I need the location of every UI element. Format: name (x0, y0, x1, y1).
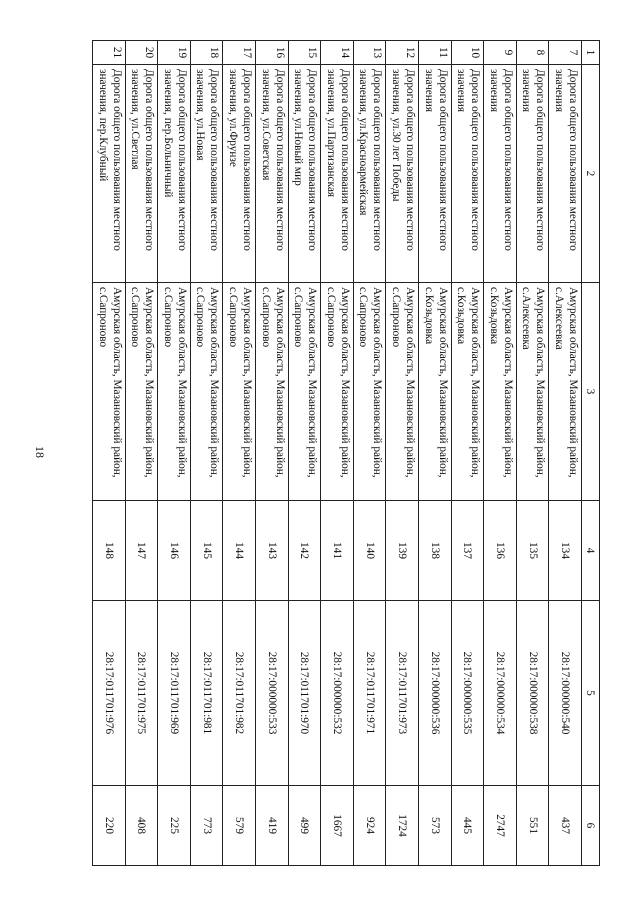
cadastral-number-cell: 28:17:000000:534 (484, 601, 517, 786)
registry-number-cell: 139 (386, 501, 419, 601)
table-row (223, 41, 256, 866)
row-number-cell: 9 (484, 41, 517, 65)
cadastral-number-cell: 28:17:011701:971 (353, 601, 386, 786)
row-number-cell: 7 (549, 41, 582, 65)
object-name-cell: Дорога общего пользования местного значения, ул.Новый мир (288, 65, 321, 283)
cadastral-number-cell: 28:17:000000:540 (549, 601, 582, 786)
header-col-4: 4 (582, 501, 600, 601)
registry-number-cell: 136 (484, 501, 517, 601)
cadastral-number-cell: 28:17:011701:975 (125, 601, 158, 786)
address-cell: Амурская область, Мазановский район, с.Сапроново (386, 283, 419, 501)
table-row (256, 41, 289, 866)
row-number-cell: 20 (125, 41, 158, 65)
cadastral-number-cell: 28:17:011701:973 (386, 601, 419, 786)
header-col-1: 1 (582, 41, 600, 65)
row-number-cell: 8 (516, 41, 549, 65)
address-cell: Амурская область, Мазановский район, с.Сапроново (353, 283, 386, 501)
length-cell: 419 (256, 786, 289, 866)
length-cell: 551 (516, 786, 549, 866)
table-body (93, 41, 582, 866)
header-row (582, 41, 600, 866)
object-name-cell: Дорога общего пользования местного значения, ул.Красноармейская (353, 65, 386, 283)
cadastral-number-cell: 28:17:011701:969 (158, 601, 191, 786)
row-number-cell: 14 (321, 41, 354, 65)
object-name-cell: Дорога общего пользования местного значения, ул.Партизанская (321, 65, 354, 283)
address-cell: Амурская область, Мазановский район, с.Сапроново (158, 283, 191, 501)
length-cell: 924 (353, 786, 386, 866)
rotated-page-content (60, 40, 600, 865)
object-name-cell: Дорога общего пользования местного значения, пер.Клубный (93, 65, 126, 283)
table-row (484, 41, 517, 866)
object-name-cell: Дорога общего пользования местного значения, ул.Советская (256, 65, 289, 283)
registry-number-cell: 147 (125, 501, 158, 601)
object-name-cell: Дорога общего пользования местного значения, ул.Фрунзе (223, 65, 256, 283)
registry-number-cell: 137 (451, 501, 484, 601)
registry-number-cell: 140 (353, 501, 386, 601)
table-row (451, 41, 484, 866)
table-row (549, 41, 582, 866)
row-number-cell: 18 (190, 41, 223, 65)
address-cell: Амурская область, Мазановский район, с.Сапроново (288, 283, 321, 501)
cadastral-number-cell: 28:17:011701:981 (190, 601, 223, 786)
row-number-cell: 10 (451, 41, 484, 65)
address-cell: Амурская область, Мазановский район, с.Алексеевка (549, 283, 582, 501)
table-row (386, 41, 419, 866)
registry-number-cell: 143 (256, 501, 289, 601)
address-cell: Амурская область, Мазановский район, с.Сапроново (190, 283, 223, 501)
registry-number-cell: 146 (158, 501, 191, 601)
length-cell: 408 (125, 786, 158, 866)
row-number-cell: 16 (256, 41, 289, 65)
cadastral-number-cell: 28:17:000000:538 (516, 601, 549, 786)
row-number-cell: 11 (419, 41, 452, 65)
length-cell: 437 (549, 786, 582, 866)
table-row (419, 41, 452, 866)
object-name-cell: Дорога общего пользования местного значения (484, 65, 517, 283)
address-cell: Амурская область, Мазановский район, с.Сапроново (93, 283, 126, 501)
length-cell: 1724 (386, 786, 419, 866)
row-number-cell: 13 (353, 41, 386, 65)
table-row (190, 41, 223, 866)
object-name-cell: Дорога общего пользования местного значения (516, 65, 549, 283)
object-name-cell: Дорога общего пользования местного значения, ул.30 лет Победы (386, 65, 419, 283)
address-cell: Амурская область, Мазановский район, с.Сапроново (125, 283, 158, 501)
header-col-2: 2 (582, 65, 600, 283)
registry-number-cell: 145 (190, 501, 223, 601)
table-header (582, 41, 600, 866)
table-row (158, 41, 191, 866)
length-cell: 573 (419, 786, 452, 866)
table-row (125, 41, 158, 866)
object-name-cell: Дорога общего пользования местного значения (419, 65, 452, 283)
object-name-cell: Дорога общего пользования местного значения, ул.Новая (190, 65, 223, 283)
length-cell: 1667 (321, 786, 354, 866)
header-col-6: 6 (582, 786, 600, 866)
registry-number-cell: 135 (516, 501, 549, 601)
table-row (288, 41, 321, 866)
roads-table (92, 40, 600, 866)
length-cell: 773 (190, 786, 223, 866)
table-row (321, 41, 354, 866)
row-number-cell: 15 (288, 41, 321, 65)
address-cell: Амурская область, Мазановский район, с.Алексеевка (516, 283, 549, 501)
address-cell: Амурская область, Мазановский район, с.Козьдовка (451, 283, 484, 501)
address-cell: Амурская область, Мазановский район, с.Козьдовка (484, 283, 517, 501)
row-number-cell: 12 (386, 41, 419, 65)
length-cell: 579 (223, 786, 256, 866)
cadastral-number-cell: 28:17:000000:536 (419, 601, 452, 786)
registry-number-cell: 144 (223, 501, 256, 601)
table-row (353, 41, 386, 866)
table-row (93, 41, 126, 866)
object-name-cell: Дорога общего пользования местного значения, пер.Больничный (158, 65, 191, 283)
address-cell: Амурская область, Мазановский район, с.Сапроново (321, 283, 354, 501)
address-cell: Амурская область, Мазановский район, с.Сапроново (223, 283, 256, 501)
registry-number-cell: 138 (419, 501, 452, 601)
cadastral-number-cell: 28:17:000000:533 (256, 601, 289, 786)
cadastral-number-cell: 28:17:000000:535 (451, 601, 484, 786)
length-cell: 225 (158, 786, 191, 866)
header-col-5: 5 (582, 601, 600, 786)
registry-number-cell: 142 (288, 501, 321, 601)
row-number-cell: 17 (223, 41, 256, 65)
cadastral-number-cell: 28:17:011701:982 (223, 601, 256, 786)
length-cell: 220 (93, 786, 126, 866)
cadastral-number-cell: 28:17:011701:976 (93, 601, 126, 786)
address-cell: Амурская область, Мазановский район, с.Козьдовка (419, 283, 452, 501)
row-number-cell: 19 (158, 41, 191, 65)
address-cell: Амурская область, Мазановский район, с.Сапроново (256, 283, 289, 501)
cadastral-number-cell: 28:17:011701:970 (288, 601, 321, 786)
length-cell: 445 (451, 786, 484, 866)
registry-number-cell: 134 (549, 501, 582, 601)
registry-number-cell: 148 (93, 501, 126, 601)
header-col-3: 3 (582, 283, 600, 501)
object-name-cell: Дорога общего пользования местного значения, ул.Светлая (125, 65, 158, 283)
length-cell: 499 (288, 786, 321, 866)
page-number: 18 (33, 446, 47, 458)
registry-number-cell: 141 (321, 501, 354, 601)
row-number-cell: 21 (93, 41, 126, 65)
cadastral-number-cell: 28:17:000000:532 (321, 601, 354, 786)
object-name-cell: Дорога общего пользования местного значения (549, 65, 582, 283)
object-name-cell: Дорога общего пользования местного значения (451, 65, 484, 283)
length-cell: 2747 (484, 786, 517, 866)
table-row (516, 41, 549, 866)
